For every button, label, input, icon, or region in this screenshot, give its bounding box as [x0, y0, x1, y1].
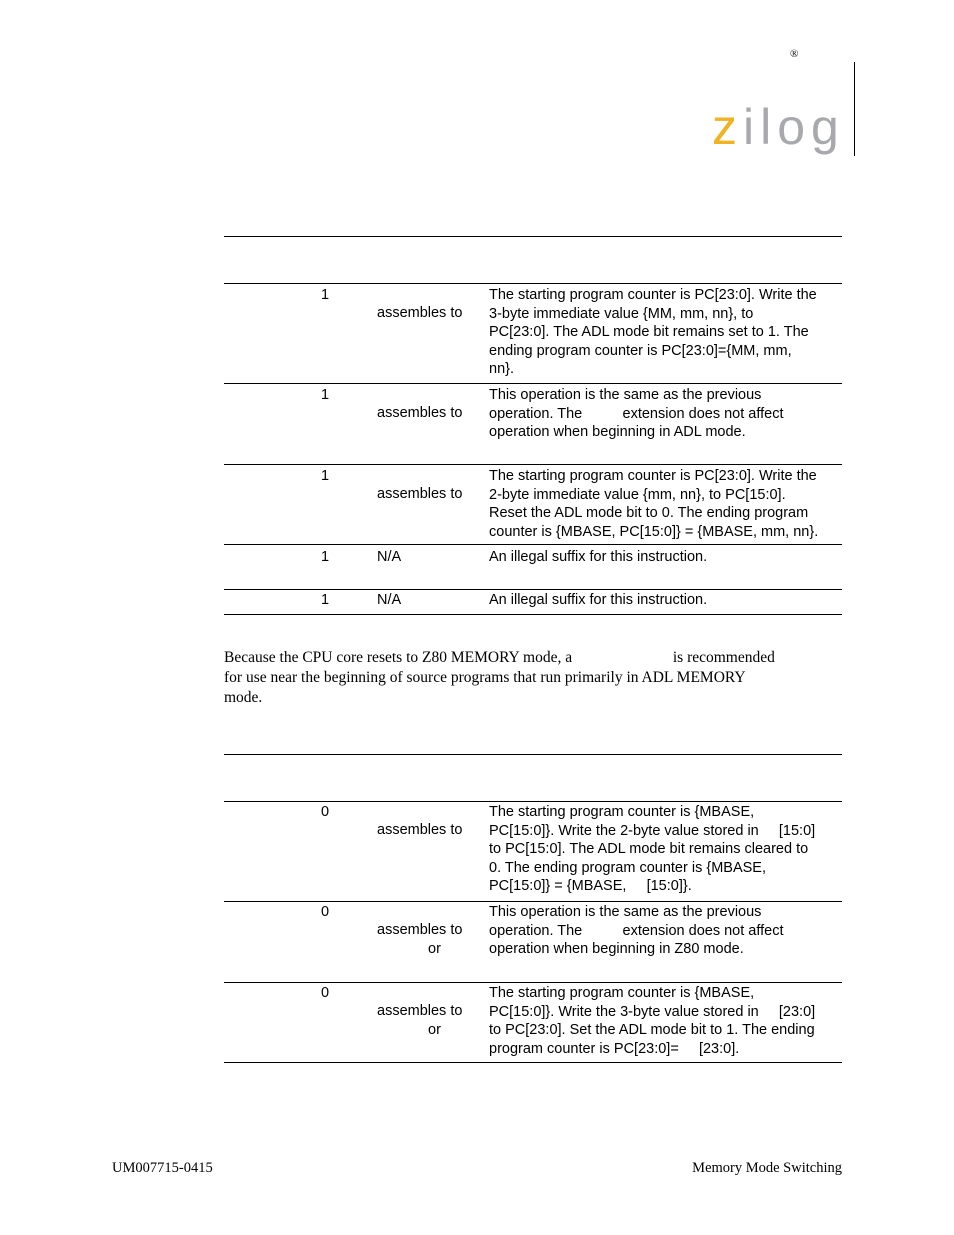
description-line: PC[15:0]}. Write the 3-byte value stored in [23:0] — [489, 1003, 816, 1020]
paragraph-line: for use near the beginning of source programs that run primarily in ADL MEMORY — [224, 669, 746, 686]
or-text: or — [428, 940, 441, 957]
description-line: ending program counter is PC[23:0]={MM, mm, — [489, 342, 792, 359]
description-line: 2-byte immediate value {mm, nn}, to PC[15:0]. — [489, 486, 786, 503]
assembles-text: assembles to — [377, 405, 463, 421]
description-line: PC[23:0]. The ADL mode bit remains set to 1. The — [489, 324, 809, 340]
paragraph-line: Because the CPU core resets to Z80 MEMORY mode, a is recommended — [224, 649, 775, 666]
description-cell — [489, 467, 839, 541]
table2-bottom-rule — [224, 1062, 842, 1063]
description-line: An illegal suffix for this instruction. — [489, 592, 708, 608]
description-cell — [489, 286, 839, 379]
assembles-cell — [377, 485, 487, 504]
logo-letters-ilog: ilog — [743, 99, 845, 155]
description-cell — [489, 386, 839, 442]
description-line: operation. The extension does not affect — [489, 405, 784, 422]
header-divider — [854, 62, 855, 156]
adl-value: 1 — [321, 387, 330, 403]
description-line: nn}. — [489, 361, 514, 377]
adl-value: 1 — [321, 287, 330, 303]
assembles-cell — [377, 591, 487, 610]
registered-mark: ® — [790, 48, 799, 60]
assembles-cell — [377, 921, 487, 958]
or-text: or — [428, 1021, 441, 1038]
table2-row-rule — [224, 901, 842, 902]
paragraph-line: mode. — [224, 689, 263, 706]
footer-doc-id: UM007715-0415 — [112, 1160, 213, 1176]
description-line: to PC[23:0]. Set the ADL mode bit to 1. The ending — [489, 1022, 815, 1038]
description-line: operation when beginning in ADL mode. — [489, 424, 746, 440]
assembles-text: assembles to — [377, 305, 463, 321]
description-line: 0. The ending program counter is {MBASE, — [489, 859, 766, 876]
description-cell — [489, 984, 839, 1058]
description-line: to PC[15:0]. The ADL mode bit remains cleared to — [489, 841, 809, 857]
description-line: The starting program counter is PC[23:0]. Write the — [489, 468, 817, 484]
assembles-text: assembles to — [377, 822, 463, 838]
zilog-logo — [712, 99, 845, 155]
table1-row-rule — [224, 544, 842, 545]
assembles-text: assembles to — [377, 922, 463, 938]
table2-row-rule — [224, 982, 842, 983]
table1-row-rule — [224, 383, 842, 384]
description-line: The starting program counter is {MBASE, — [489, 804, 755, 820]
table1-top-rule — [224, 236, 842, 237]
footer-section-title: Memory Mode Switching — [692, 1160, 842, 1176]
description-line: An illegal suffix for this instruction. — [489, 549, 708, 565]
assembles-cell — [377, 1002, 487, 1039]
description-line: operation. The extension does not affect — [489, 922, 784, 939]
adl-value: 1 — [321, 549, 330, 565]
description-cell — [489, 803, 839, 896]
table1-row-rule — [224, 589, 842, 590]
description-line: Reset the ADL mode bit to 0. The ending program — [489, 505, 809, 521]
table2-header-rule — [224, 801, 842, 802]
assembles-cell — [377, 548, 487, 567]
assembles-text: assembles to — [377, 1003, 463, 1019]
assembles-cell — [377, 304, 487, 323]
description-cell — [489, 903, 839, 959]
description-line: The starting program counter is {MBASE, — [489, 985, 755, 1001]
description-line: This operation is the same as the previous — [489, 387, 762, 403]
description-line: The starting program counter is PC[23:0]. Write the — [489, 287, 817, 303]
description-line: counter is {MBASE, PC[15:0]} = {MBASE, mm, nn}. — [489, 523, 819, 540]
description-line: PC[15:0]} = {MBASE, [15:0]}. — [489, 878, 692, 894]
adl-value: 1 — [321, 592, 330, 608]
assembles-text: N/A — [377, 549, 402, 565]
table1-row-rule — [224, 464, 842, 465]
body-paragraph — [224, 648, 844, 708]
table2-top-rule — [224, 754, 842, 755]
description-line: program counter is PC[23:0]= [23:0]. — [489, 1040, 740, 1057]
assembles-text: assembles to — [377, 486, 463, 502]
adl-value: 0 — [321, 985, 330, 1001]
description-cell — [489, 548, 839, 567]
description-cell — [489, 591, 839, 610]
logo-letter-z: z — [712, 99, 743, 155]
adl-value: 1 — [321, 468, 330, 484]
description-line: operation when beginning in Z80 mode. — [489, 941, 744, 957]
description-line: This operation is the same as the previous — [489, 904, 762, 920]
assembles-cell — [377, 404, 487, 423]
table1-header-rule — [224, 283, 842, 284]
assembles-text: N/A — [377, 592, 402, 608]
adl-value: 0 — [321, 804, 330, 820]
adl-value: 0 — [321, 904, 330, 920]
description-line: 3-byte immediate value {MM, mm, nn}, to — [489, 305, 754, 322]
description-line: PC[15:0]}. Write the 2-byte value stored in [15:0] — [489, 822, 816, 839]
assembles-cell — [377, 821, 487, 840]
table1-bottom-rule — [224, 614, 842, 615]
